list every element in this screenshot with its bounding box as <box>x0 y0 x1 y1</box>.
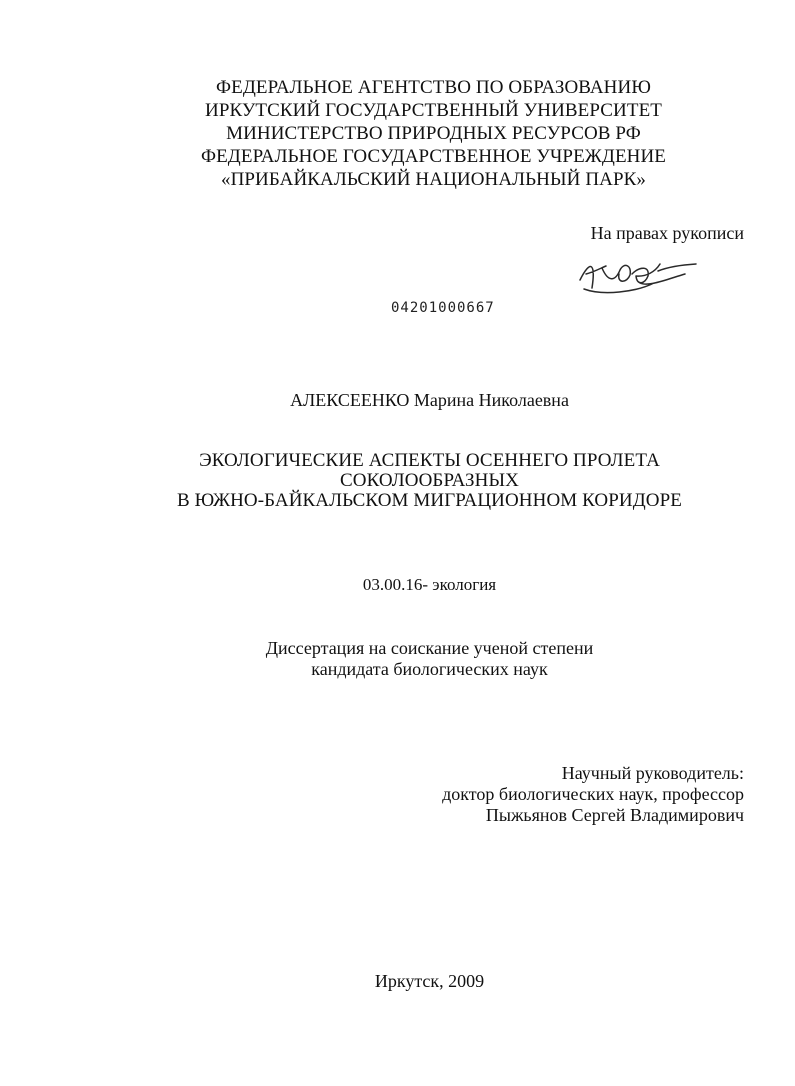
registration-code: 04201000667 <box>391 300 495 316</box>
handwritten-signature <box>568 254 708 304</box>
institution-line-3: МИНИСТЕРСТВО ПРИРОДНЫХ РЕСУРСОВ РФ <box>226 123 641 144</box>
degree-line-2: кандидата биологических наук <box>311 659 548 679</box>
degree-line-1: Диссертация на соискание ученой степени <box>265 638 594 658</box>
title-line-1: ЭКОЛОГИЧЕСКИЕ АСПЕКТЫ ОСЕННЕГО ПРОЛЕТА <box>199 450 660 471</box>
institution-line-2: ИРКУТСКИЙ ГОСУДАРСТВЕННЫЙ УНИВЕРСИТЕТ <box>205 100 662 121</box>
title-line-2: СОКОЛООБРАЗНЫХ <box>340 470 519 491</box>
supervisor-degree: доктор биологических наук, профессор <box>442 784 744 804</box>
specialty-code: 03.00.16- экология <box>362 575 497 594</box>
place-year: Иркутск, 2009 <box>374 971 485 991</box>
supervisor-label: Научный руководитель: <box>561 763 744 783</box>
institution-line-5: «ПРИБАЙКАЛЬСКИЙ НАЦИОНАЛЬНЫЙ ПАРК» <box>220 169 647 190</box>
institution-line-1: ФЕДЕРАЛЬНОЕ АГЕНТСТВО ПО ОБРАЗОВАНИЮ <box>216 77 651 98</box>
institution-line-4: ФЕДЕРАЛЬНОЕ ГОСУДАРСТВЕННОЕ УЧРЕЖДЕНИЕ <box>200 146 667 167</box>
title-line-3: В ЮЖНО-БАЙКАЛЬСКОМ МИГРАЦИОННОМ КОРИДОРЕ <box>177 490 682 511</box>
author-name: АЛЕКСЕЕНКО Марина Николаевна <box>290 390 569 410</box>
manuscript-note: На правах рукописи <box>590 223 744 243</box>
supervisor-name: Пыжьянов Сергей Владимирович <box>485 805 744 825</box>
